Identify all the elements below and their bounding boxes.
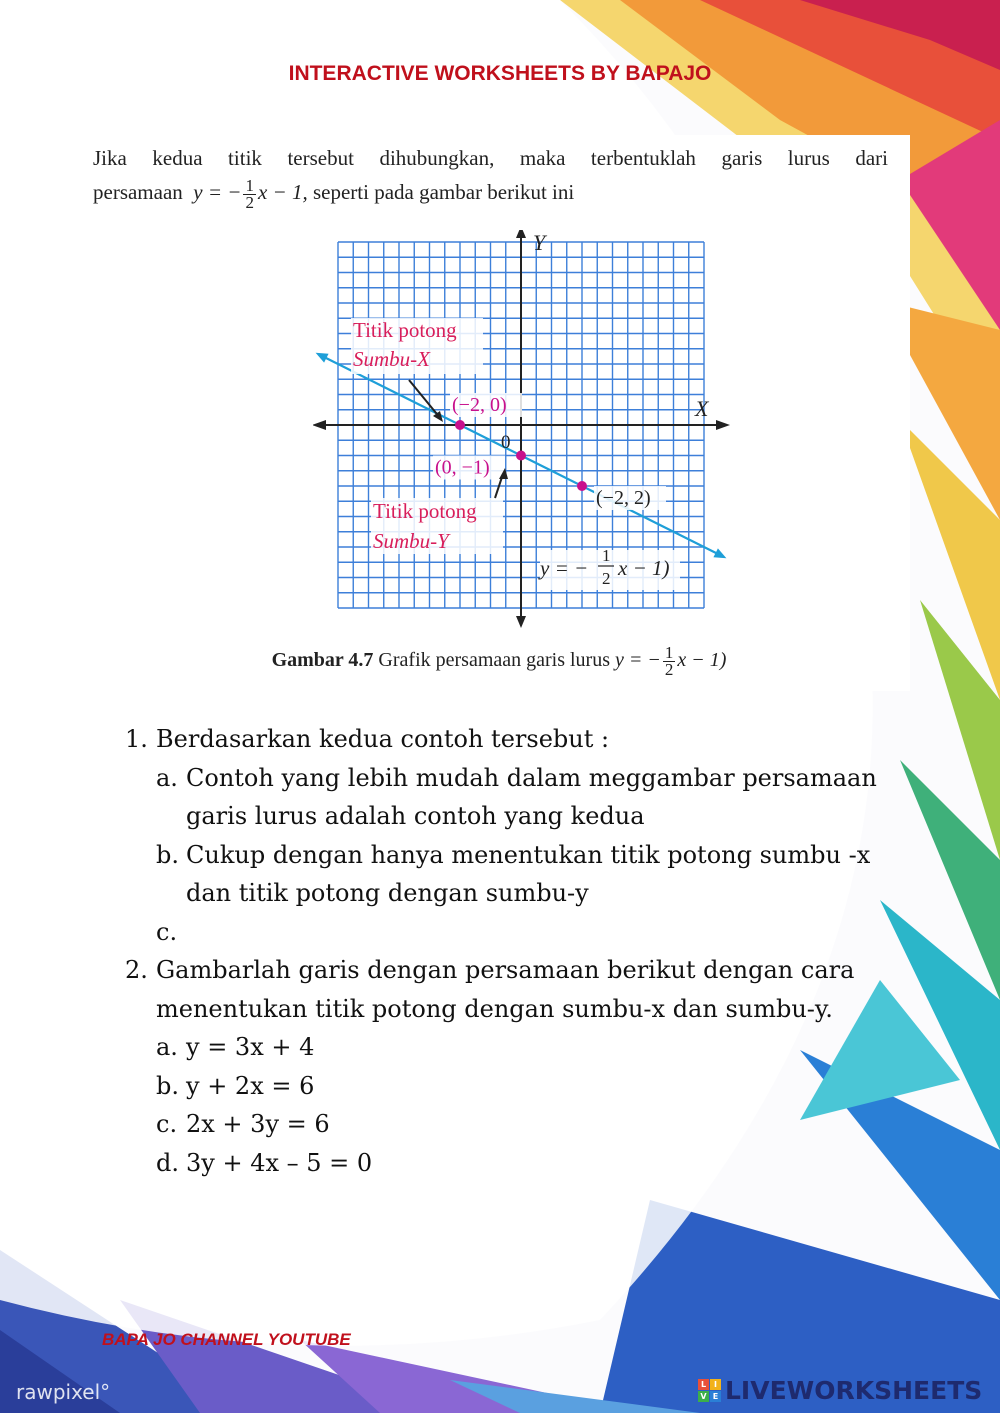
channel-footer: BAPA JO CHANNEL YOUTUBE bbox=[102, 1330, 351, 1349]
logo-tile: L bbox=[698, 1379, 709, 1390]
item-letter: c. bbox=[156, 917, 178, 946]
y-axis-arrow-up bbox=[516, 230, 526, 238]
question-number: 1. bbox=[125, 725, 148, 753]
question-list bbox=[125, 720, 915, 1182]
caption-number: Gambar 4.7 bbox=[271, 649, 374, 672]
intro-equation-rhs: x − 1, bbox=[257, 180, 308, 204]
data-label: (−2, 2) bbox=[596, 487, 651, 509]
caption-eq-lhs: y = − bbox=[615, 649, 661, 672]
x-axis-arrow-right bbox=[716, 420, 730, 430]
item-letter: a. bbox=[156, 763, 178, 792]
answer-input[interactable] bbox=[186, 913, 915, 952]
intro-line-2 bbox=[93, 175, 575, 212]
question-number: 2. bbox=[125, 956, 148, 984]
caption-text: Grafik persamaan garis lurus bbox=[378, 649, 611, 672]
intro-line-1: Jika kedua titik tersebut dihubungkan, maka terbentuklah garis lurus dari bbox=[93, 146, 888, 170]
intro-prefix: persamaan bbox=[93, 180, 183, 204]
caption-eq-rhs: x − 1) bbox=[677, 649, 727, 672]
item-text: 2x + 3y = 6 bbox=[186, 1110, 330, 1138]
line-label-den: 2 bbox=[602, 569, 611, 588]
item-letter: b. bbox=[156, 1071, 179, 1100]
figure-intro bbox=[93, 141, 888, 211]
line-label-lhs: y = − bbox=[540, 556, 589, 580]
caption-fraction bbox=[663, 645, 676, 678]
caption-fraction-denominator: 2 bbox=[664, 660, 674, 679]
logo-tile: E bbox=[710, 1391, 721, 1402]
item-text: Cukup dengan hanya menentukan titik potong sumbu -x dan titik potong dengan sumbu-y bbox=[186, 840, 871, 907]
figure-card bbox=[88, 135, 910, 691]
equation-item bbox=[156, 1067, 915, 1106]
caption-fraction-numerator: 1 bbox=[664, 643, 674, 662]
annotation-y-line2: Sumbu-Y bbox=[373, 529, 449, 553]
question-text: Gambarlah garis dengan persamaan berikut dengan cara menentukan titik potong dengan sumbu-x dan sumbu-y. bbox=[156, 956, 855, 1023]
data-point bbox=[577, 481, 587, 491]
question-1 bbox=[125, 720, 915, 759]
line-graph bbox=[313, 230, 733, 630]
equation-item bbox=[156, 1028, 915, 1067]
answer-item-c[interactable] bbox=[156, 913, 915, 952]
question-text: Berdasarkan kedua contoh tersebut : bbox=[156, 725, 610, 753]
annotation-y-line1: Titik potong bbox=[373, 499, 477, 523]
item-letter: c. bbox=[156, 1110, 178, 1138]
watermark: rawpixel° bbox=[16, 1380, 111, 1404]
intro-suffix: seperti pada gambar berikut ini bbox=[312, 180, 575, 204]
answer-item bbox=[156, 759, 915, 836]
data-point bbox=[455, 420, 465, 430]
item-text: 3y + 4x – 5 = 0 bbox=[186, 1148, 373, 1177]
item-text: y + 2x = 6 bbox=[186, 1071, 315, 1100]
fraction-denominator: 2 bbox=[245, 192, 254, 212]
item-text: Contoh yang lebih mudah dalam meggambar persamaan garis lurus adalah contoh yang kedua bbox=[186, 763, 877, 830]
item-letter: b. bbox=[156, 840, 179, 869]
question-2 bbox=[125, 951, 915, 1028]
data-point bbox=[516, 451, 526, 461]
x-axis-arrow-left bbox=[313, 420, 326, 430]
intro-equation-lhs: y = − bbox=[193, 180, 242, 204]
data-label: (0, −1) bbox=[435, 456, 490, 479]
x-axis-label: X bbox=[695, 396, 709, 421]
equation-item bbox=[156, 1105, 915, 1144]
item-letter: a. bbox=[156, 1033, 178, 1061]
line-label-num: 1 bbox=[602, 546, 611, 565]
brand-name: LIVEWORKSHEETS bbox=[725, 1376, 983, 1405]
item-text: y = 3x + 4 bbox=[186, 1033, 315, 1061]
annotation-x-line2: Sumbu-X bbox=[353, 347, 430, 371]
chart-points bbox=[433, 393, 666, 510]
liveworksheets-brand[interactable] bbox=[698, 1376, 982, 1405]
equation-item bbox=[156, 1144, 915, 1183]
answer-item bbox=[156, 836, 915, 913]
figure-caption bbox=[88, 645, 910, 678]
data-label: (−2, 0) bbox=[452, 394, 507, 416]
origin-label: 0 bbox=[501, 432, 511, 453]
annotation-x-line1: Titik potong bbox=[353, 318, 457, 342]
item-letter: d. bbox=[156, 1148, 179, 1177]
line-label-rhs: x − 1) bbox=[618, 556, 670, 580]
liveworksheets-logo-icon bbox=[698, 1379, 721, 1402]
logo-tile: V bbox=[698, 1391, 709, 1402]
intro-fraction bbox=[243, 175, 256, 212]
y-axis-label: Y bbox=[533, 230, 546, 255]
y-axis-arrow-down bbox=[516, 616, 526, 628]
logo-tile: I bbox=[710, 1379, 721, 1390]
page-header: INTERACTIVE WORKSHEETS BY BAPAJO bbox=[288, 62, 712, 85]
fraction-numerator: 1 bbox=[245, 175, 254, 195]
